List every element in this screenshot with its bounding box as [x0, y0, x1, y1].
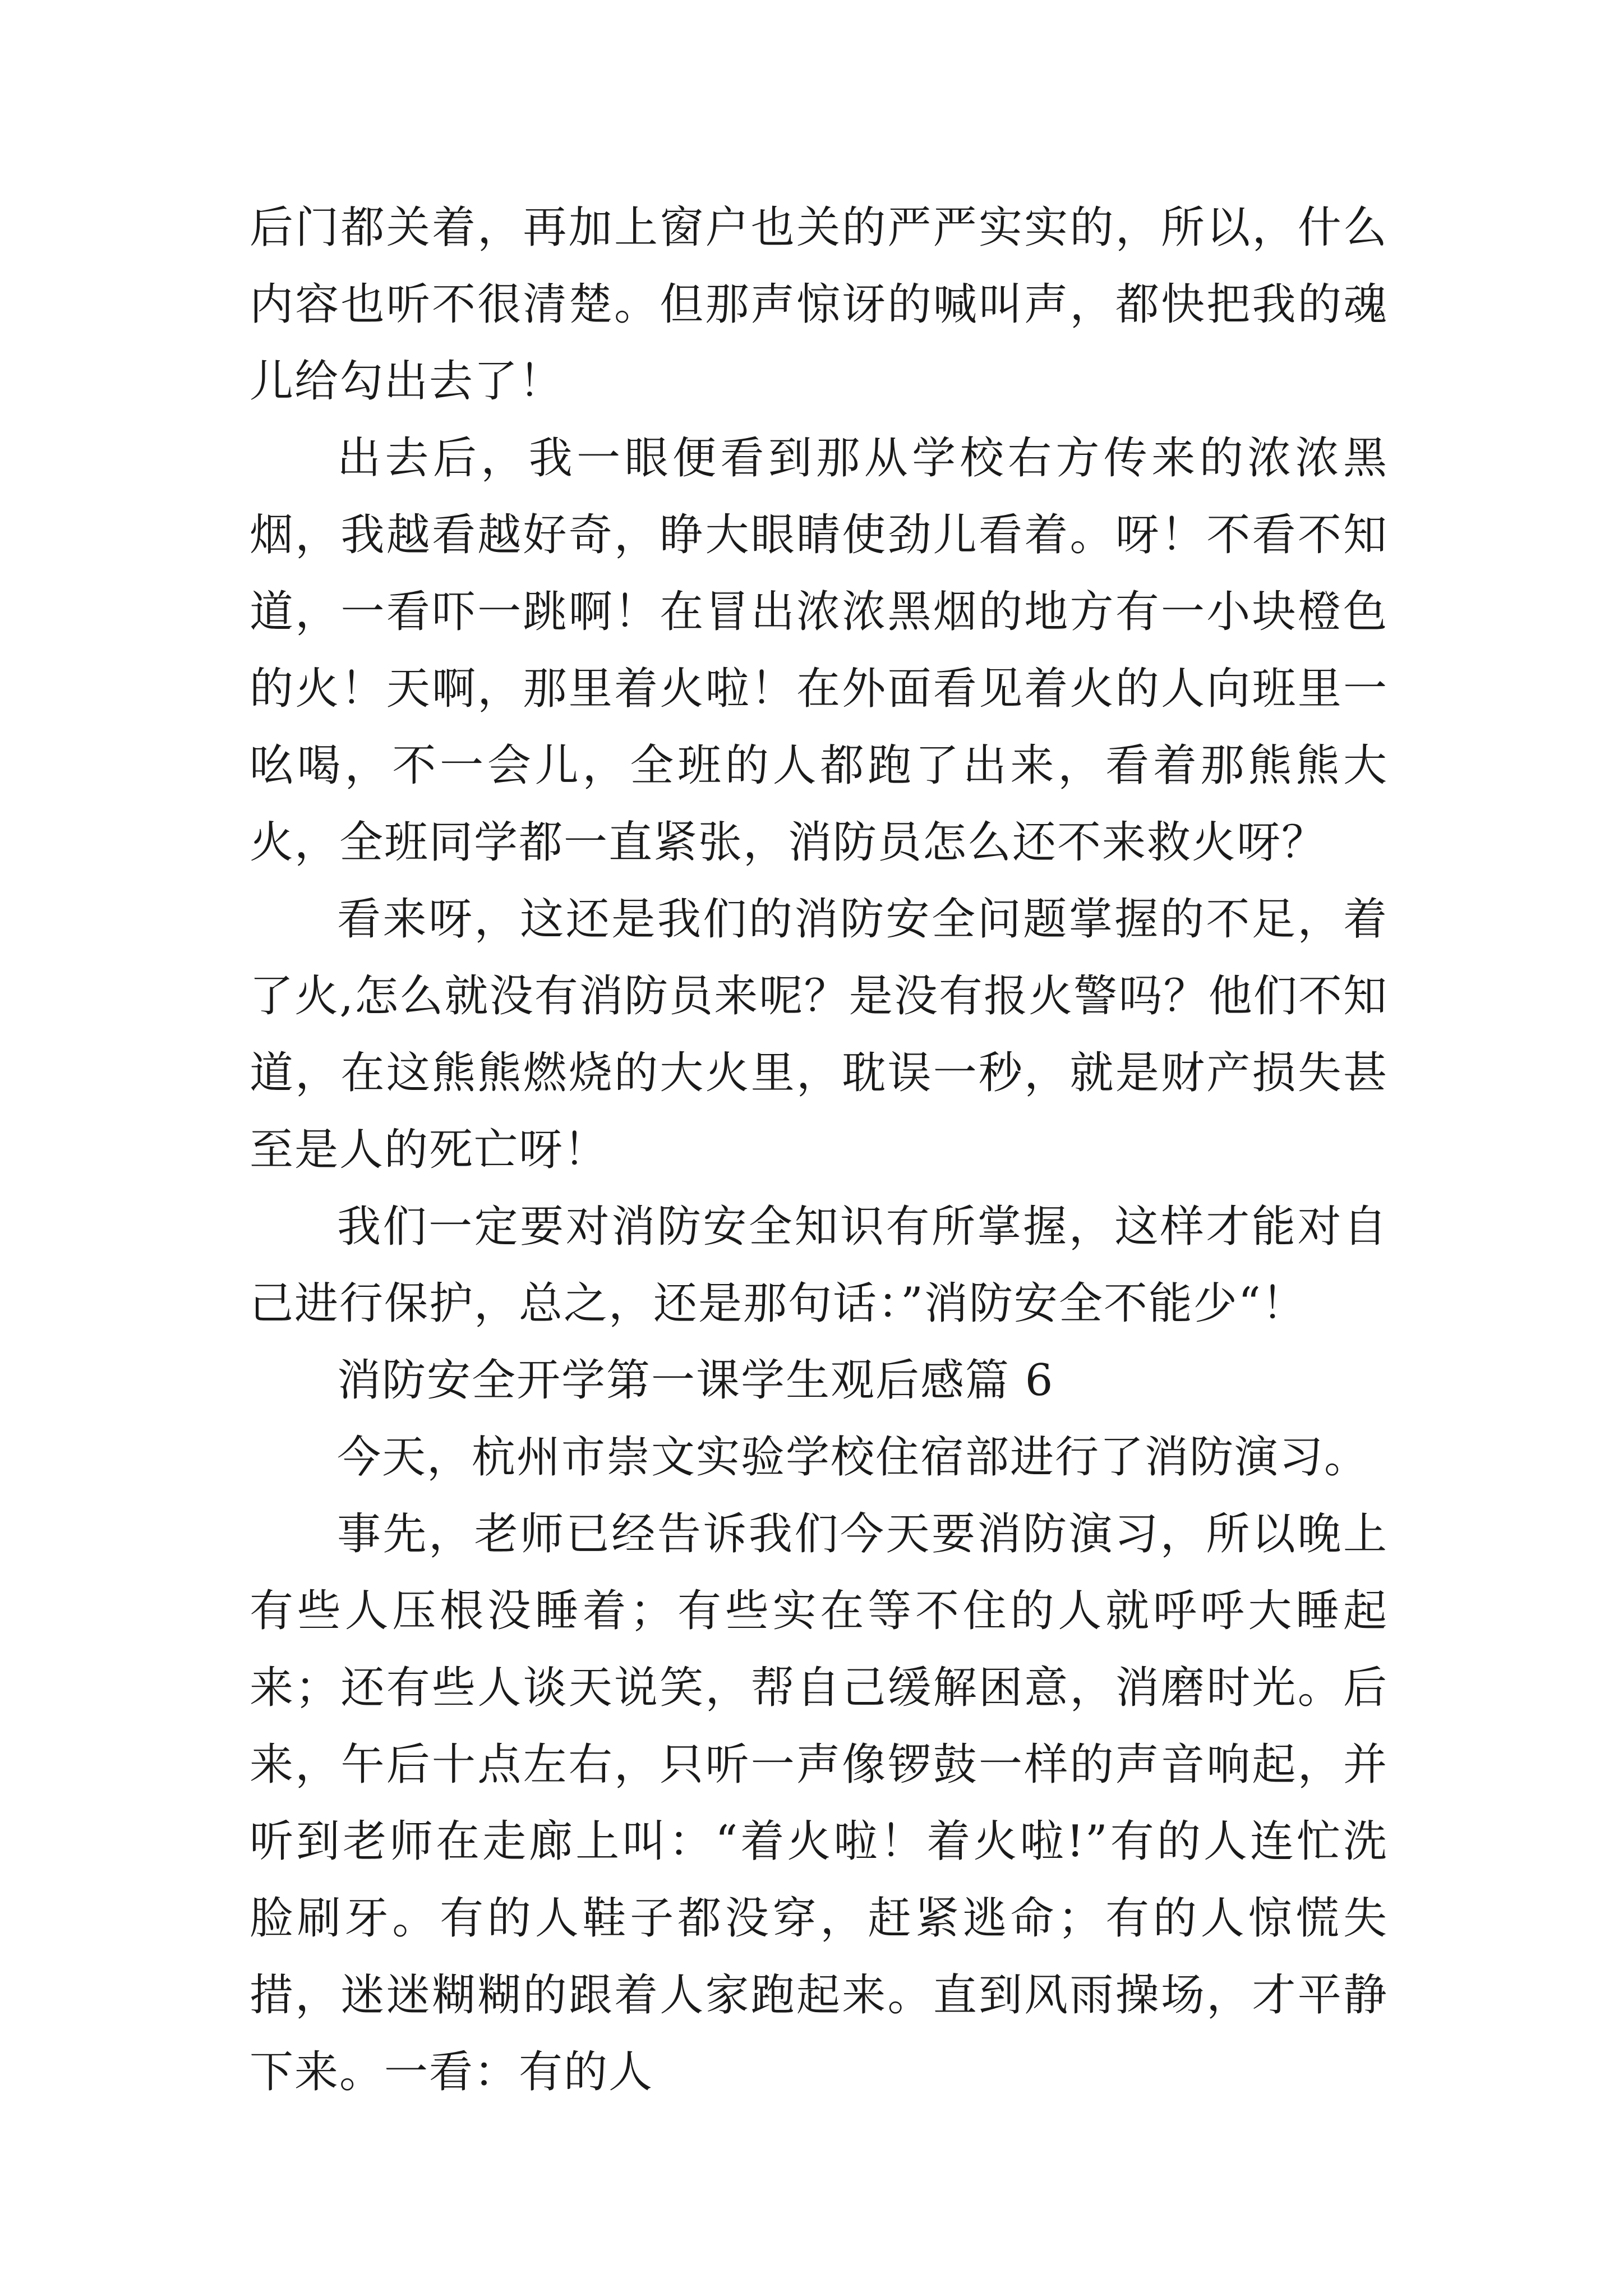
paragraph: 我们一定要对消防安全知识有所掌握，这样才能对自己进行保护，总之，还是那句话：”消防安全不能少“！ — [250, 1202, 1388, 1329]
section-heading: 消防安全开学第一课学生观后感篇 6 — [337, 1355, 1054, 1406]
paragraph: 后门都关着，再加上窗户也关的严严实实的，所以，什么内容也听不很清楚。但那声惊讶的喊叫声，都快把我的魂儿给勾出去了！ — [250, 203, 1388, 407]
paragraph: 看来呀，这还是我们的消防安全问题掌握的不足，着了火,怎么就没有消防员来呢？是没有报火警吗？他们不知道，在这熊熊燃烧的大火里，耽误一秒，就是财产损失甚至是人的死亡呀！ — [250, 894, 1388, 1175]
paragraph: 今天，杭州市崇文实验学校住宿部进行了消防演习。 — [337, 1432, 1370, 1483]
document-body — [250, 190, 1388, 2111]
paragraph: 事先，老师已经告诉我们今天要消防演习，所以晚上有些人压根没睡着；有些实在等不住的人就呼呼大睡起来；还有些人谈天说笑，帮自己缓解困意，消磨时光。后来，午后十点左右，只听一声像锣鼓一样的声音响起，并听到老师在走廊上叫：“着火啦！着火啦!”有的人连忙洗脸刷牙。有的人鞋子都没穿，赶紧逃命；有的人惊慌失措，迷迷糊糊的跟着人家跑起来。直到风雨操场，才平静下来。一看：有的人 — [250, 1509, 1388, 2097]
paragraph: 出去后，我一眼便看到那从学校右方传来的浓浓黑烟，我越看越好奇，睁大眼睛使劲儿看着。呀！不看不知道，一看吓一跳啊！在冒出浓浓黑烟的地方有一小块橙色的火！天啊，那里着火啦！在外面看见着火的人向班里一吆喝，不一会儿，全班的人都跑了出来，看着那熊熊大火，全班同学都一直紧张，消防员怎么还不来救火呀？ — [250, 433, 1388, 868]
